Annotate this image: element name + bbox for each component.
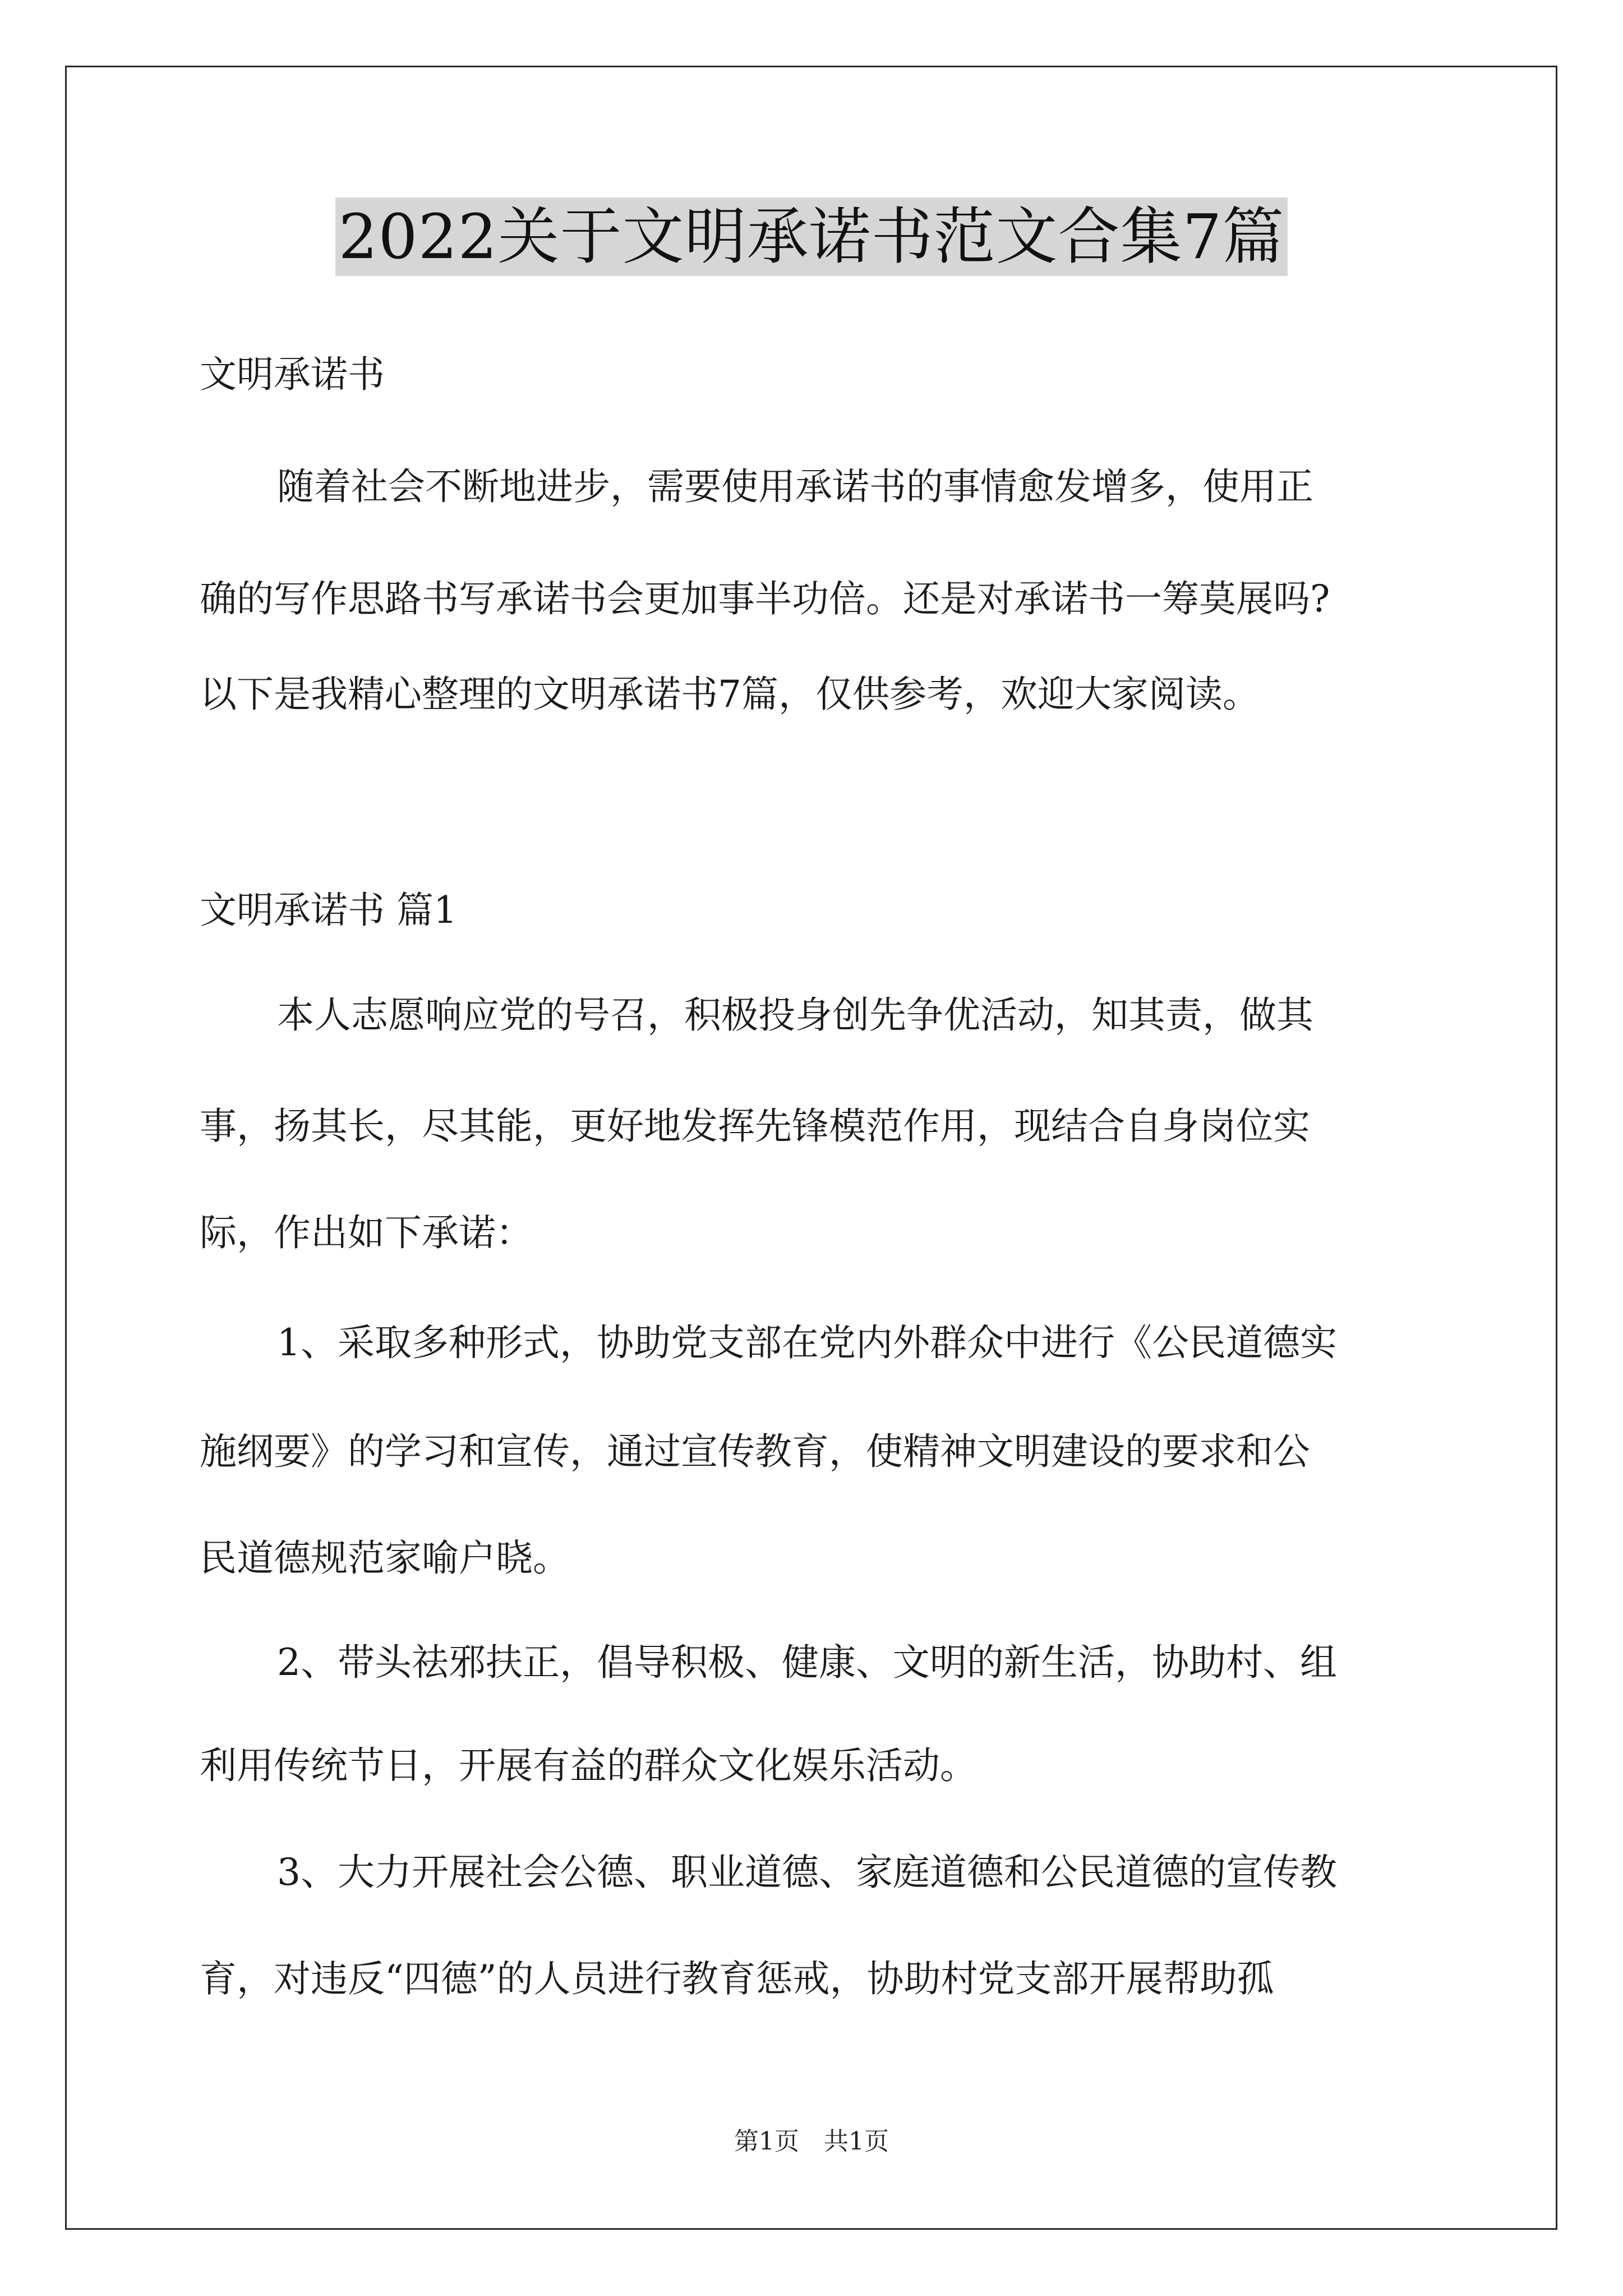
paragraph-line: 民道德规范家喻户晓。 xyxy=(200,1536,570,1580)
paragraph-line: 利用传统节日，开展有益的群众文化娱乐活动。 xyxy=(200,1744,977,1787)
paragraph-line: 施纲要》的学习和宣传，通过宣传教育，使精神文明建设的要求和公 xyxy=(200,1430,1310,1473)
page-footer: 第1页 共1页 xyxy=(734,2127,889,2156)
paragraph-line: 际，作出如下承诺： xyxy=(200,1211,533,1254)
paragraph-line: 2、带头祛邪扶正，倡导积极、健康、文明的新生活，协助村、组 xyxy=(277,1641,1337,1684)
paragraph-line: 3、大力开展社会公德、职业道德、家庭道德和公民道德的宣传教 xyxy=(277,1851,1337,1894)
title-container xyxy=(0,197,1623,276)
paragraph-line: 以下是我精心整理的文明承诺书7篇，仅供参考，欢迎大家阅读。 xyxy=(200,673,1260,716)
paragraph-line: 本人志愿响应党的号召，积极投身创先争优活动，知其责，做其 xyxy=(277,993,1313,1037)
section-heading: 文明承诺书 xyxy=(200,353,385,396)
paragraph-line: 随着社会不断地进步，需要使用承诺书的事情愈发增多，使用正 xyxy=(277,465,1313,508)
paragraph-line: 事，扬其长，尽其能，更好地发挥先锋模范作用，现结合自身岗位实 xyxy=(200,1105,1310,1148)
paragraph-line: 1、采取多种形式，协助党支部在党内外群众中进行《公民道德实 xyxy=(277,1321,1337,1364)
paragraph-line: 确的写作思路书写承诺书会更加事半功倍。还是对承诺书一筹莫展吗? xyxy=(200,577,1330,620)
paragraph-line: 育，对违反“四德”的人员进行教育惩戒，协助村党支部开展帮助孤 xyxy=(200,1957,1274,2000)
document-title: 2022关于文明承诺书范文合集7篇 xyxy=(335,197,1288,276)
section-heading: 文明承诺书 篇1 xyxy=(200,889,457,932)
